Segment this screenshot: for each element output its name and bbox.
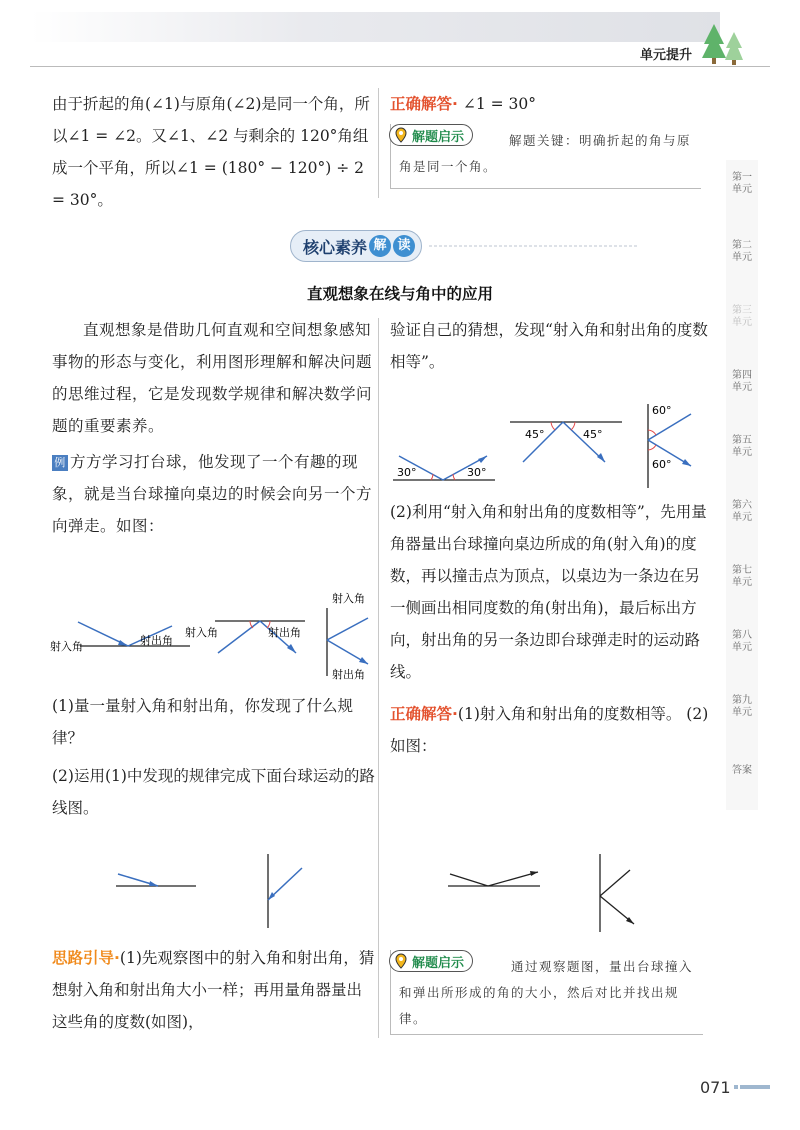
page-dot bbox=[734, 1085, 738, 1089]
top-left-block bbox=[52, 88, 377, 216]
questions-block bbox=[52, 690, 377, 824]
answer-figure bbox=[440, 850, 680, 935]
fig-incident-label-2: 射入角 bbox=[185, 626, 218, 639]
top-left-text: 由于折起的角(∠1)与原角(∠2)是同一个角，所以∠1 = ∠2。又∠1、∠2 与剩余的 120°角组成一个平角，所以∠1 = (180° − 120°) ÷ 2 = 30°。 bbox=[52, 95, 370, 209]
cont-text: 验证自己的猜想，发现“射入角和射出角的度数相等”。 bbox=[390, 321, 708, 371]
answer-text-2: (1)射入角和射出角的度数相等。 (2)如图： bbox=[390, 705, 709, 755]
side-tab-3[interactable]: 第三单元 bbox=[732, 305, 752, 328]
tip-box-top bbox=[390, 124, 701, 189]
side-tab-5[interactable]: 第五单元 bbox=[732, 435, 752, 458]
header-divider bbox=[30, 66, 770, 67]
question-2: (2)运用(1)中发现的规律完成下面台球运动的路线图。 bbox=[52, 767, 375, 817]
side-tab-9[interactable]: 第九单元 bbox=[732, 695, 752, 718]
top-right-block: 正确解答· ∠1 = 30° bbox=[390, 95, 537, 113]
angle-figure bbox=[385, 400, 715, 490]
badge-char-2: 读 bbox=[393, 235, 415, 257]
fig-incident-label-1: 射入角 bbox=[50, 640, 83, 653]
tip-text: 解题关键：明确折起的角与原角是同一个角。 bbox=[399, 133, 692, 174]
tree-icon bbox=[700, 22, 748, 66]
side-tab-4[interactable]: 第四单元 bbox=[732, 370, 752, 393]
right-column-cont bbox=[390, 314, 712, 378]
tip-text-2: 通过观察题图，量出台球撞入和弹出所形成的角的大小，然后对比并找出规律。 bbox=[399, 959, 694, 1026]
angle-label-6: 60° bbox=[652, 458, 672, 471]
fig-reflect-label-2: 射出角 bbox=[268, 626, 301, 639]
example-figure bbox=[50, 588, 380, 680]
side-tab-7[interactable]: 第七单元 bbox=[732, 565, 752, 588]
side-tab-1[interactable]: 第一单元 bbox=[732, 172, 752, 195]
core-title: 核心素养 bbox=[303, 237, 368, 257]
angle-label-1: 30° bbox=[397, 466, 417, 479]
fig-reflect-label-1: 射出角 bbox=[140, 634, 173, 647]
method-paragraph: (2)利用“射入角和射出角的度数相等”，先用量角器量出台球撞向桌边所成的角(射入角)的度数，再以撞击点为顶点，以桌边为一条边在另一侧画出相同度数的角(射出角)，最后标出方向，射出角的另一条边即台球弹走时的运动路线。 bbox=[390, 503, 707, 681]
fig-reflect-label-3: 射出角 bbox=[332, 668, 365, 680]
column-divider-top bbox=[378, 88, 379, 198]
tip-label: 解题启示 bbox=[412, 129, 465, 145]
question-1: (1)量一量射入角和射出角，你发现了什么规律？ bbox=[52, 697, 353, 747]
core-title-pill bbox=[290, 230, 422, 262]
fig-incident-label-3: 射入角 bbox=[332, 592, 365, 605]
core-section-heading bbox=[290, 230, 638, 262]
angle-label-5: 60° bbox=[652, 404, 672, 417]
answer-label: 正确解答 bbox=[390, 95, 453, 113]
angle-label-3: 45° bbox=[525, 428, 545, 441]
header-title: 单元提升 bbox=[640, 48, 693, 63]
example-text: 方方学习打台球，他发现了一个有趣的现象，就是当台球撞向桌边的时候会向另一个方向弹走。如图： bbox=[52, 453, 373, 535]
left-column bbox=[52, 314, 377, 542]
dotted-line bbox=[428, 245, 638, 247]
page-bar bbox=[740, 1085, 770, 1089]
answer-text: ∠1 = 30° bbox=[462, 95, 537, 113]
guide-block: 思路引导·(1)先观察图中的射入角和射出角，猜想射入角和射出角大小一样；再用量角器量出这些角的度数(如图)， bbox=[52, 949, 375, 1031]
badge-char-1: 解 bbox=[369, 235, 391, 257]
angle-label-2: 30° bbox=[467, 466, 487, 479]
section-subtitle: 直观想象在线与角中的应用 bbox=[306, 285, 493, 303]
example-icon: 例 bbox=[52, 455, 68, 471]
side-tab-6[interactable]: 第六单元 bbox=[732, 500, 752, 523]
guide-label: 思路引导 bbox=[52, 949, 115, 967]
side-tab-2[interactable]: 第二单元 bbox=[732, 240, 752, 263]
side-tab-answer[interactable]: 答案 bbox=[732, 765, 752, 776]
right-column-main: (2)利用“射入角和射出角的度数相等”，先用量角器量出台球撞向桌边所成的角(射入角)的度数，再以撞击点为顶点，以桌边为一条边在另一侧画出相同度数的角(射出角)，最后标出方向，射出角的另一条边即台球弹走时的运动路线。 正确解答·(1)射入角和射出角的度数相等。 (2)如图： bbox=[390, 496, 712, 762]
page-number: 071 bbox=[700, 1078, 731, 1097]
tip-box-bottom bbox=[390, 950, 703, 1035]
header-bar bbox=[30, 12, 720, 42]
intro-paragraph: 直观想象是借助几何直观和空间想象感知事物的形态与变化，利用图形理解和解决问题的思维过程，它是发现数学规律和解决数学问题的重要素养。 bbox=[52, 321, 373, 435]
answer-label-2: 正确解答 bbox=[390, 705, 453, 723]
side-tab-8[interactable]: 第八单元 bbox=[732, 630, 752, 653]
angle-label-4: 45° bbox=[583, 428, 603, 441]
tip-label-2: 解题启示 bbox=[412, 955, 465, 971]
core-badge bbox=[367, 235, 415, 257]
exercise-figure bbox=[110, 850, 330, 930]
guide-text: (1)先观察图中的射入角和射出角，猜想射入角和射出角大小一样；再用量角器量出这些角的度数(如图)， bbox=[52, 949, 375, 1031]
